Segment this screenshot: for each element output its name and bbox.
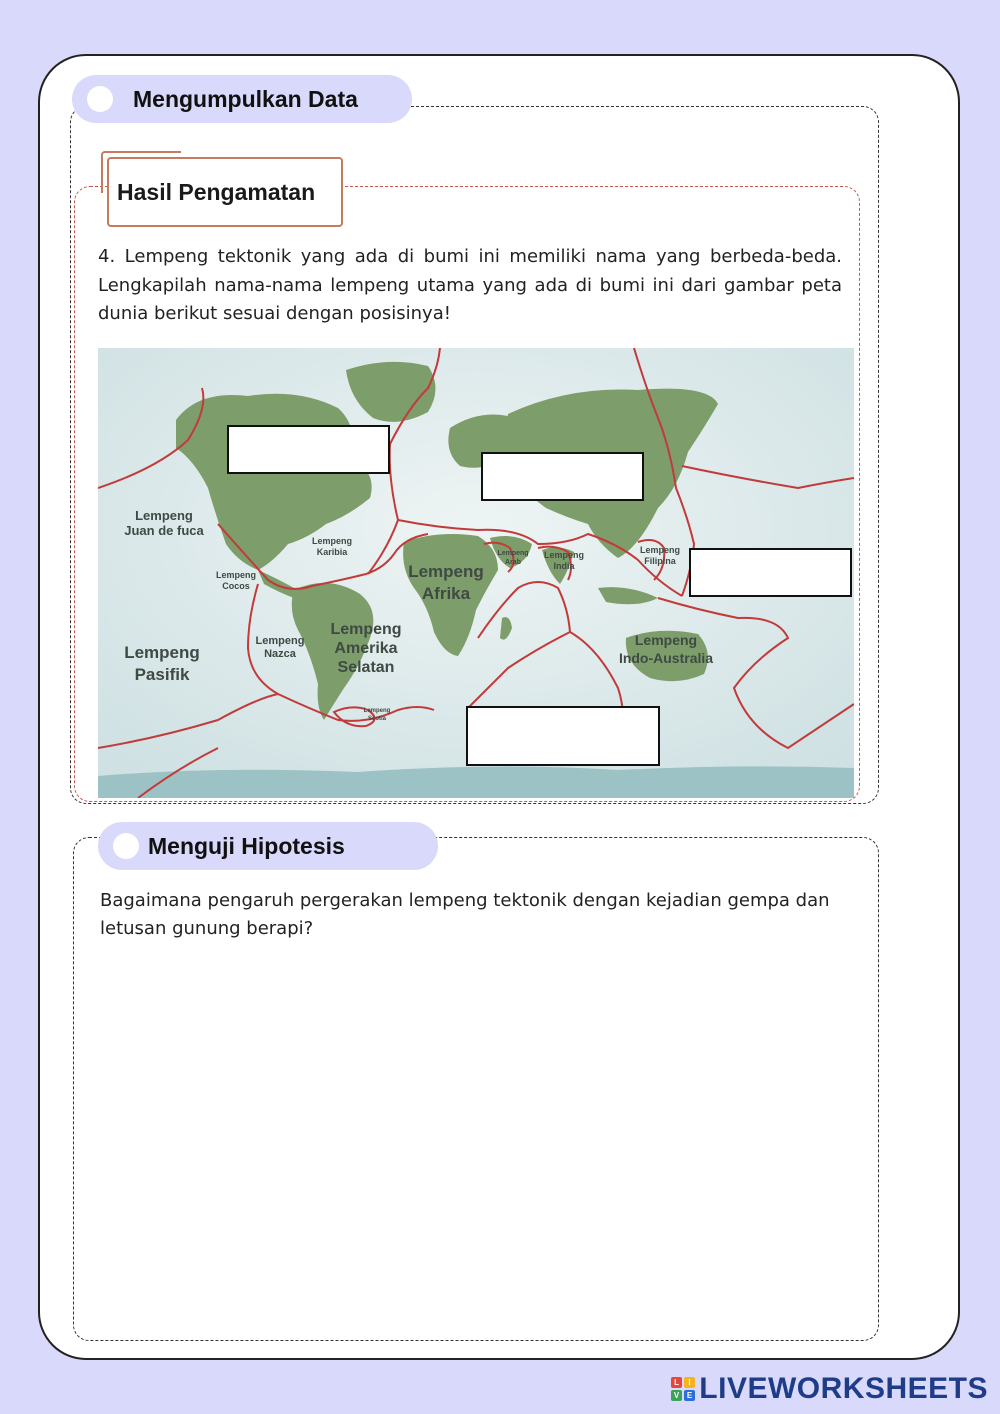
- label-india: Lempeng: [543, 550, 585, 560]
- answer-box-eurasia[interactable]: [481, 452, 644, 501]
- liveworksheets-logo: [671, 1372, 988, 1406]
- label-karibia: Lempeng: [311, 536, 353, 546]
- label-cocos: Lempeng: [215, 570, 257, 580]
- antarctica-land: [98, 766, 854, 798]
- label-filipina: Filipina: [644, 556, 676, 566]
- logo-letter-v: V: [671, 1390, 682, 1401]
- label-amerika-selatan: Amerika: [334, 640, 398, 657]
- label-juan-de-fuca: Juan de fuca: [124, 523, 204, 538]
- bullet-icon: [87, 86, 113, 112]
- label-india: India: [553, 561, 575, 571]
- label-amerika-selatan: Selatan: [337, 659, 395, 676]
- label-indo-australia: Indo-Australia: [618, 650, 714, 666]
- logo-letter-i: I: [684, 1377, 695, 1388]
- label-nazca: Lempeng: [255, 635, 305, 647]
- label-juan-de-fuca: Lempeng: [135, 508, 193, 523]
- observation-tab: [107, 157, 343, 227]
- label-afrika: Afrika: [421, 584, 471, 603]
- label-pasifik: Lempeng: [124, 643, 200, 662]
- logo-letter-e: E: [684, 1390, 695, 1401]
- label-karibia: Karibia: [316, 547, 348, 557]
- hypothesis-answer-area[interactable]: [96, 950, 860, 1324]
- logo-letter-l: L: [671, 1377, 682, 1388]
- label-indo-australia: Lempeng: [634, 632, 698, 648]
- collect-data-header: [72, 75, 412, 123]
- label-filipina: Lempeng: [639, 545, 681, 555]
- question-4-text: 4. Lempeng tektonik yang ada di bumi ini memiliki nama yang berbeda-beda. Lengkapilah nama-nama lempeng utama yang ada di bumi ini dari gambar peta dunia berikut sesuai dengan posisinya!: [98, 246, 842, 324]
- answer-box-north-america[interactable]: [227, 425, 390, 474]
- label-pasifik: Pasifik: [134, 665, 190, 684]
- hypothesis-header: [98, 822, 438, 870]
- bullet-icon: [113, 833, 139, 859]
- hypothesis-question: Bagaimana pengaruh pergerakan lempeng tektonik dengan kejadian gempa dan letusan gunung berapi?: [100, 890, 830, 939]
- label-nazca: Nazca: [264, 648, 296, 660]
- logo-icon: [671, 1377, 695, 1401]
- label-scotia: Scotia: [367, 716, 387, 722]
- label-arab: Arab: [505, 559, 521, 566]
- observation-title: Hasil Pengamatan: [117, 178, 316, 205]
- answer-box-pacific-right[interactable]: [689, 548, 852, 597]
- label-afrika: Lempeng: [408, 562, 484, 581]
- collect-data-title: Mengumpulkan Data: [133, 85, 358, 112]
- hypothesis-title: Menguji Hipotesis: [148, 832, 345, 859]
- label-cocos: Cocos: [222, 581, 250, 591]
- label-amerika-selatan: Lempeng: [330, 621, 402, 638]
- answer-box-antarctic[interactable]: [466, 706, 660, 766]
- label-scotia: Lempeng: [363, 708, 391, 714]
- label-arab: Lempeng: [497, 550, 529, 557]
- logo-text: LIVEWORKSHEETS: [699, 1372, 988, 1405]
